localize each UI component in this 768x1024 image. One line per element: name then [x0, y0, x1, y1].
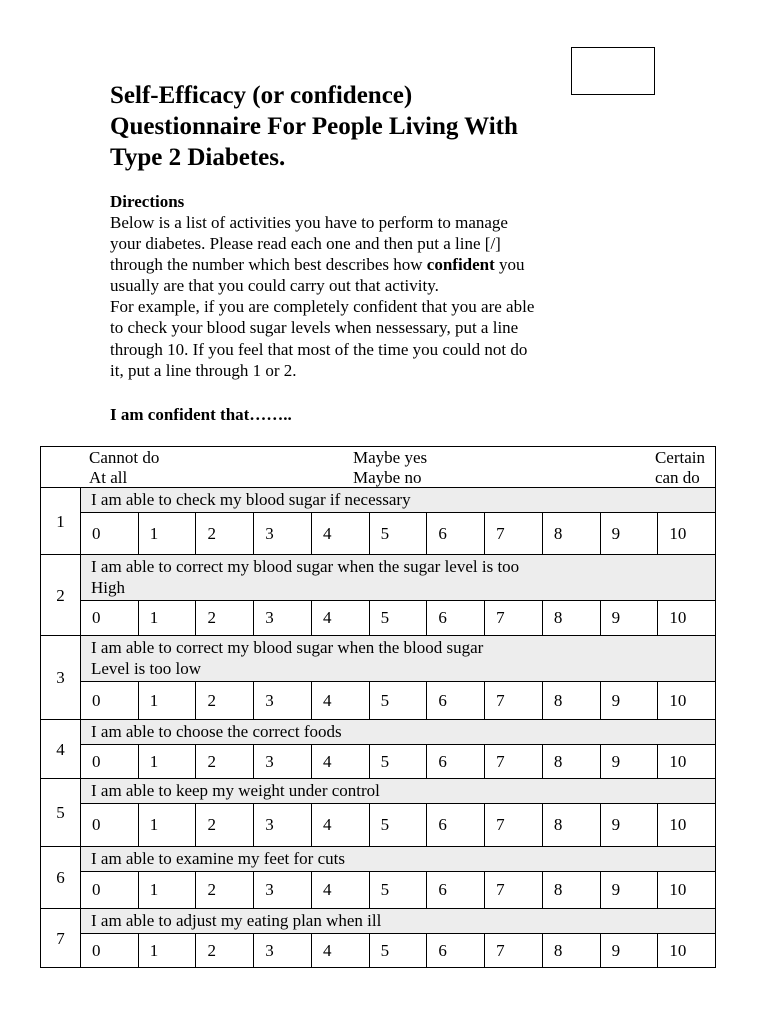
rating-option[interactable]: 7: [484, 804, 542, 846]
rating-option[interactable]: 8: [542, 745, 600, 778]
rating-row: [41, 934, 716, 968]
directions-text-fragment: you: [494, 255, 525, 275]
rating-scale: [81, 872, 716, 909]
question-text-line: Level is too low: [91, 659, 202, 678]
rating-option[interactable]: 7: [484, 513, 542, 554]
rating-option[interactable]: 7: [484, 745, 542, 778]
rating-option[interactable]: 4: [311, 682, 369, 719]
rating-option[interactable]: 5: [369, 601, 427, 635]
rating-option[interactable]: 6: [426, 934, 484, 967]
rating-option[interactable]: 0: [92, 880, 101, 899]
rating-option[interactable]: 3: [253, 513, 311, 554]
rating-option[interactable]: 4: [311, 934, 369, 967]
rating-option[interactable]: 6: [426, 872, 484, 908]
rating-option[interactable]: 5: [369, 934, 427, 967]
rating-option[interactable]: 3: [253, 682, 311, 719]
rating-option[interactable]: 10: [657, 804, 715, 846]
rating-option[interactable]: 7: [484, 682, 542, 719]
directions-line: usually are that you could carry out that activity.: [110, 276, 439, 296]
rating-row: [41, 804, 716, 847]
rating-row: [41, 745, 716, 779]
rating-option[interactable]: 0: [92, 690, 101, 710]
rating-option[interactable]: 4: [311, 804, 369, 846]
directions-line: it, put a line through 1 or 2.: [110, 360, 297, 380]
rating-option[interactable]: 2: [195, 934, 253, 967]
rating-row: [41, 872, 716, 909]
rating-option[interactable]: 10: [657, 934, 715, 967]
question-number: 6: [41, 847, 81, 909]
scale-header-high-line: can do: [654, 468, 700, 487]
question-text: [81, 636, 716, 682]
rating-row: [41, 513, 716, 555]
question-number: 2: [41, 555, 81, 636]
rating-option[interactable]: 9: [600, 745, 658, 778]
rating-option[interactable]: 8: [542, 682, 600, 719]
rating-scale: [81, 934, 716, 968]
scale-header-low-line: Cannot do: [89, 448, 160, 467]
rating-option[interactable]: 10: [657, 682, 715, 719]
rating-option[interactable]: 6: [426, 513, 484, 554]
rating-scale: [81, 513, 716, 555]
directions-line: Below is a list of activities you have to perform to manage: [110, 213, 508, 232]
rating-option[interactable]: 1: [138, 601, 196, 635]
question-row: [41, 779, 716, 804]
rating-option[interactable]: 1: [138, 682, 196, 719]
question-text: [81, 488, 716, 513]
scale-header-mid-line: Maybe yes: [353, 448, 428, 467]
question-text: [81, 779, 716, 804]
rating-scale: [81, 804, 716, 847]
rating-option[interactable]: 10: [657, 745, 715, 778]
question-text: [81, 909, 716, 934]
rating-option[interactable]: 5: [369, 682, 427, 719]
rating-option[interactable]: 6: [426, 601, 484, 635]
rating-option[interactable]: 6: [426, 745, 484, 778]
question-text: [81, 555, 716, 601]
title-line: Type 2 Diabetes.: [110, 144, 286, 171]
rating-option[interactable]: 1: [138, 804, 196, 846]
directions-line: through 10. If you feel that most of the time you could not do: [110, 339, 528, 359]
rating-option[interactable]: 4: [311, 513, 369, 554]
rating-option[interactable]: 8: [542, 601, 600, 635]
rating-option[interactable]: 5: [369, 804, 427, 846]
rating-option[interactable]: 8: [542, 934, 600, 967]
directions-text-fragment: through the number which best describes how: [110, 255, 427, 275]
question-text: [81, 847, 716, 872]
rating-option[interactable]: 2: [195, 513, 253, 554]
question-text-line: I am able to keep my weight under control: [91, 781, 380, 800]
rating-option[interactable]: 10: [657, 872, 715, 908]
rating-option[interactable]: 0: [92, 523, 101, 543]
rating-option[interactable]: 9: [600, 934, 658, 967]
rating-option[interactable]: 7: [484, 872, 542, 908]
confident-heading: I am confident that……..: [110, 405, 292, 424]
rating-option[interactable]: 3: [253, 745, 311, 778]
question-text-line: I am able to correct my blood sugar when the blood sugar: [91, 638, 484, 657]
directions-heading: Directions: [110, 192, 185, 211]
rating-option[interactable]: 10: [657, 601, 715, 635]
rating-option[interactable]: 9: [600, 682, 658, 719]
question-text-line: I am able to check my blood sugar if necessary: [91, 490, 411, 509]
rating-option[interactable]: 0: [92, 940, 101, 960]
rating-option[interactable]: 1: [138, 872, 196, 908]
rating-option[interactable]: 0: [92, 608, 101, 627]
rating-option[interactable]: 2: [195, 601, 253, 635]
rating-option[interactable]: 3: [253, 804, 311, 846]
question-row: [41, 555, 716, 601]
question-number: 1: [41, 488, 81, 555]
question-text-line: I am able to correct my blood sugar when the sugar level is too: [91, 557, 520, 576]
question-row: [41, 909, 716, 934]
rating-option[interactable]: 9: [600, 872, 658, 908]
directions-line: [110, 254, 670, 275]
rating-option[interactable]: 7: [484, 601, 542, 635]
question-row: [41, 636, 716, 682]
rating-option[interactable]: 3: [253, 934, 311, 967]
title-line: Questionnaire For People Living With: [110, 113, 518, 140]
rating-option[interactable]: 5: [369, 513, 427, 554]
rating-option[interactable]: 5: [369, 745, 427, 778]
rating-option[interactable]: 1: [138, 934, 196, 967]
rating-option[interactable]: 9: [600, 601, 658, 635]
question-number: 4: [41, 720, 81, 779]
rating-option[interactable]: 9: [600, 804, 658, 846]
rating-option[interactable]: 10: [657, 513, 715, 554]
rating-option[interactable]: 2: [195, 872, 253, 908]
rating-option[interactable]: 3: [253, 601, 311, 635]
scale-header-mid: [353, 448, 427, 488]
directions-text: [110, 212, 670, 381]
question-row: [41, 847, 716, 872]
rating-option[interactable]: 4: [311, 872, 369, 908]
rating-option[interactable]: 6: [426, 682, 484, 719]
rating-row: [41, 682, 716, 720]
rating-option[interactable]: 1: [138, 513, 196, 554]
rating-option[interactable]: 4: [311, 601, 369, 635]
rating-row: [41, 601, 716, 636]
question-text-line: I am able to adjust my eating plan when ill: [91, 911, 382, 930]
rating-scale: [81, 745, 716, 779]
directions-line: For example, if you are completely confident that you are able: [110, 297, 535, 317]
question-number: 3: [41, 636, 81, 720]
rating-option[interactable]: 6: [426, 804, 484, 846]
rating-option[interactable]: 7: [484, 934, 542, 967]
scale-header-low-line: At all: [89, 468, 128, 487]
question-text-line: I am able to choose the correct foods: [91, 722, 342, 741]
rating-option[interactable]: 4: [311, 745, 369, 778]
questionnaire-table: [40, 446, 716, 968]
question-text: [81, 720, 716, 745]
scale-header-high-line: Certain: [654, 448, 705, 467]
scale-header: [41, 447, 716, 488]
rating-option[interactable]: 8: [542, 513, 600, 554]
question-text-line: High: [91, 578, 125, 597]
rating-option[interactable]: 1: [138, 745, 196, 778]
rating-option[interactable]: 9: [600, 513, 658, 554]
rating-scale: [81, 682, 716, 720]
page-title: [110, 80, 670, 173]
question-text-line: I am able to examine my feet for cuts: [91, 849, 345, 868]
rating-option[interactable]: 8: [542, 872, 600, 908]
scale-header-high: [655, 448, 705, 488]
question-number: 7: [41, 909, 81, 968]
rating-option[interactable]: 0: [92, 815, 101, 834]
rating-option[interactable]: 2: [195, 804, 253, 846]
rating-option[interactable]: 0: [92, 751, 101, 771]
question-row: [41, 488, 716, 513]
rating-option[interactable]: 8: [542, 804, 600, 846]
question-number: 5: [41, 779, 81, 847]
directions-line: to check your blood sugar levels when nessessary, put a line: [110, 318, 519, 338]
rating-option[interactable]: 2: [195, 682, 253, 719]
rating-scale: [81, 601, 716, 636]
rating-option[interactable]: 2: [195, 745, 253, 778]
scale-header-mid-line: Maybe no: [353, 468, 422, 487]
directions-emphasis: confident: [426, 255, 495, 275]
title-line: Self-Efficacy (or confidence): [110, 82, 413, 109]
directions-line: your diabetes. Please read each one and then put a line [/]: [110, 234, 501, 254]
scale-header-low: [89, 448, 159, 488]
rating-option[interactable]: 5: [369, 872, 427, 908]
rating-option[interactable]: 3: [253, 872, 311, 908]
question-row: [41, 720, 716, 745]
